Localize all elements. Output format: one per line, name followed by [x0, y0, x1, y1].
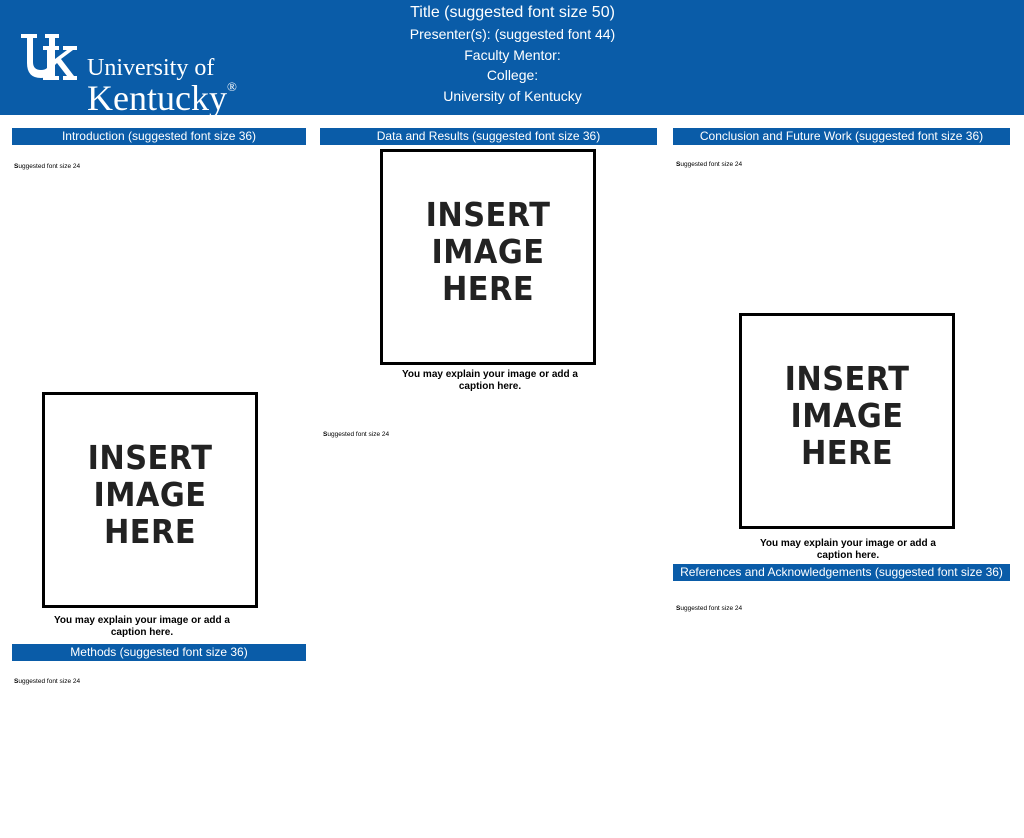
data-results-header: Data and Results (suggested font size 36): [320, 128, 657, 145]
here-word: HERE: [800, 433, 894, 472]
image-placeholder-intro: [42, 392, 258, 608]
university-line: University of Kentucky: [443, 88, 582, 104]
caption-line1: You may explain your image or add a: [760, 538, 936, 549]
caption-line1: You may explain your image or add a: [54, 615, 230, 626]
insert-word: INSERT: [784, 359, 910, 398]
references-body: [676, 605, 742, 612]
insert-image-text: [53, 439, 246, 550]
image-word: IMAGE: [93, 475, 207, 514]
caption-line2: caption here.: [110, 627, 174, 638]
introduction-header: Introduction (suggested font size 36): [12, 128, 306, 145]
presenters-line: Presenter(s): (suggested font 44): [409, 26, 616, 42]
image-caption-results: [380, 369, 600, 393]
logo-wordmark-line1: University of: [87, 55, 215, 81]
image-caption-conclusion: [738, 538, 958, 562]
image-caption-intro: [32, 615, 252, 639]
college-line: College:: [486, 67, 539, 83]
image-word: IMAGE: [790, 396, 904, 435]
conclusion-body-text: uggested font size 24: [680, 161, 743, 168]
caption-line1: You may explain your image or add a: [402, 369, 578, 380]
introduction-body: [14, 163, 80, 170]
poster-banner: [0, 0, 1024, 118]
faculty-mentor-line: Faculty Mentor:: [464, 47, 561, 63]
caption-line2: caption here.: [458, 381, 522, 392]
data-results-body-cap: S: [323, 431, 328, 438]
conclusion-body-cap: S: [676, 161, 681, 168]
data-results-body: [323, 431, 389, 438]
poster-title: Title (suggested font size 50): [410, 4, 615, 21]
data-results-body-text: uggested font size 24: [327, 431, 390, 438]
image-placeholder-conclusion: [739, 313, 955, 529]
conclusion-body: [676, 161, 742, 168]
registered-mark: ®: [226, 79, 237, 94]
insert-word: INSERT: [425, 195, 551, 234]
image-placeholder-results: [380, 149, 596, 365]
university-logo: [19, 30, 259, 118]
caption-line2: caption here.: [816, 550, 880, 561]
methods-header: Methods (suggested font size 36): [12, 644, 306, 661]
references-body-cap: S: [676, 605, 681, 612]
references-header: References and Acknowledgements (suggested font size 36): [673, 564, 1010, 581]
methods-body-cap: S: [14, 678, 19, 685]
uk-monogram-icon: [19, 32, 79, 84]
logo-wordmark-line2: [87, 80, 237, 116]
here-word: HERE: [441, 269, 535, 308]
logo-wordmark-kentucky: Kentucky: [87, 78, 227, 118]
conclusion-header: Conclusion and Future Work (suggested font size 36): [673, 128, 1010, 145]
references-body-text: uggested font size 24: [680, 605, 743, 612]
methods-body: [14, 678, 80, 685]
image-word: IMAGE: [431, 232, 545, 271]
insert-image-text: [391, 196, 584, 307]
insert-image-text: [750, 360, 943, 471]
here-word: HERE: [103, 512, 197, 551]
insert-word: INSERT: [87, 438, 213, 477]
methods-body-text: uggested font size 24: [18, 678, 81, 685]
introduction-body-text: uggested font size 24: [18, 163, 81, 170]
introduction-body-cap: S: [14, 163, 19, 170]
